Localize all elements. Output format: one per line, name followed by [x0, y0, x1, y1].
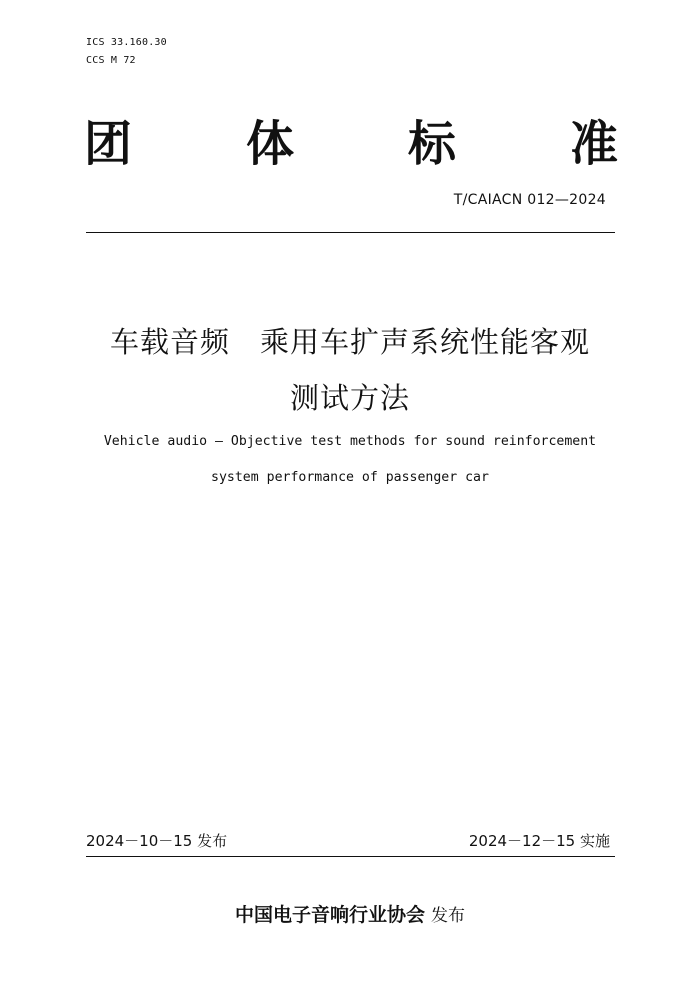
publisher-organization: 中国电子音响行业协会: [234, 904, 425, 926]
standard-type-heading: [84, 114, 618, 174]
chinese-title-line-1: 车载音频 乘用车扩声系统性能客观: [109, 325, 590, 359]
ccs-code: CCS M 72: [86, 55, 136, 66]
publisher-suffix: 发布: [431, 906, 465, 926]
bottom-divider: [86, 856, 615, 857]
english-title-line-2: system performance of passenger car: [211, 470, 489, 485]
standard-type-char: 团: [84, 116, 133, 172]
english-title: [0, 424, 700, 496]
chinese-title: [0, 314, 700, 426]
chinese-title-line-2: 测试方法: [289, 381, 410, 415]
standard-type-char: 准: [569, 116, 618, 172]
classification-codes: [86, 34, 167, 70]
publisher-line: [0, 900, 700, 927]
ics-code: ICS 33.160.30: [86, 37, 167, 48]
top-divider: [86, 232, 615, 233]
standard-type-char: 体: [245, 116, 294, 172]
implementation-date: 2024－12－15 实施: [468, 832, 610, 850]
standard-number: T/CAIACN 012—2024: [453, 192, 606, 208]
publish-date: 2024－10－15 发布: [86, 832, 228, 850]
standard-type-char: 标: [407, 116, 456, 172]
english-title-line-1: Vehicle audio — Objective test methods for sound reinforcement: [103, 434, 597, 449]
